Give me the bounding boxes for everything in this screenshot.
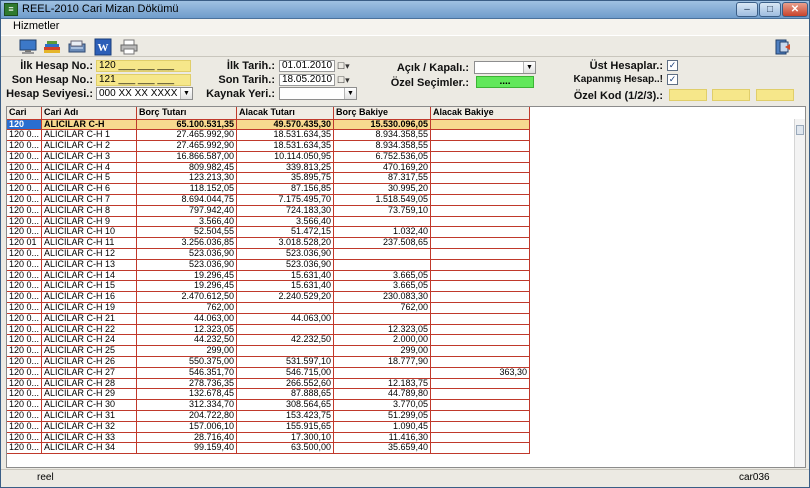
app-icon: ≡: [4, 3, 18, 16]
cell-amount[interactable]: 17.300,10: [237, 432, 334, 443]
cell-amount[interactable]: 2.000,00: [334, 335, 431, 346]
cell-amount[interactable]: [237, 324, 334, 335]
column-header-cari-adi[interactable]: Cari Adı: [42, 107, 137, 119]
cell-amount[interactable]: 3.566,40: [137, 216, 237, 227]
cell-cari[interactable]: 120 0...: [7, 411, 42, 422]
cell-amount[interactable]: 99.159,40: [137, 443, 237, 454]
chevron-down-icon: ▼: [523, 62, 535, 73]
scrollbar-thumb[interactable]: [796, 125, 804, 135]
cell-amount[interactable]: [431, 324, 530, 335]
cell-amount[interactable]: 15.631,40: [237, 281, 334, 292]
cell-cari-adi[interactable]: ALICILAR C-H 30: [42, 400, 137, 411]
cell-amount[interactable]: [334, 259, 431, 270]
ozel-secimler-label: Özel Seçimler.:: [390, 77, 469, 89]
data-grid[interactable]: [6, 106, 806, 468]
cell-amount[interactable]: 18.777,90: [334, 357, 431, 368]
status-bar: [1, 469, 809, 487]
hesap-seviyesi-value: 000 XX XX XXXX: [99, 88, 178, 99]
toolbar: [1, 35, 809, 57]
cell-cari-adi[interactable]: ALICILAR C-H 5: [42, 173, 137, 184]
cell-cari[interactable]: 120 0...: [7, 162, 42, 173]
status-user: reel: [37, 472, 54, 483]
printer-icon[interactable]: [119, 38, 139, 56]
hesap-seviyesi-label: Hesap Seviyesi.:: [6, 88, 93, 100]
cell-amount[interactable]: [431, 216, 530, 227]
cell-amount[interactable]: 51.472,15: [237, 227, 334, 238]
chevron-down-icon: ▼: [180, 88, 192, 99]
table-row[interactable]: [7, 205, 530, 216]
cell-cari-adi[interactable]: ALICILAR C-H 9: [42, 216, 137, 227]
cell-cari[interactable]: 120 0...: [7, 443, 42, 454]
cell-amount[interactable]: 797.942,40: [137, 205, 237, 216]
menu-bar: [1, 19, 809, 35]
cell-amount[interactable]: 49.570.435,30: [237, 119, 334, 130]
close-button[interactable]: ✕: [782, 2, 808, 17]
kapanmis-hesap-checkbox[interactable]: ✓: [668, 74, 677, 84]
cell-amount[interactable]: 87.888,65: [237, 389, 334, 400]
cell-amount[interactable]: 363,30: [431, 367, 530, 378]
cell-amount[interactable]: [431, 346, 530, 357]
cell-cari-adi[interactable]: ALICILAR C-H 3: [42, 151, 137, 162]
chevron-down-icon: ▼: [344, 88, 356, 99]
cell-cari-adi[interactable]: ALICILAR C-H 32: [42, 421, 137, 432]
cell-amount[interactable]: 63.500,00: [237, 443, 334, 454]
table-row[interactable]: [7, 119, 530, 130]
cell-amount[interactable]: 2.240.529,20: [237, 292, 334, 303]
cell-cari-adi[interactable]: ALICILAR C-H 8: [42, 205, 137, 216]
cell-amount[interactable]: 44.063,00: [137, 313, 237, 324]
table-row[interactable]: [7, 400, 530, 411]
cell-amount[interactable]: 299,00: [334, 346, 431, 357]
minimize-button[interactable]: –: [736, 2, 758, 17]
table-row[interactable]: [7, 227, 530, 238]
cell-amount[interactable]: 16.866.587,00: [137, 151, 237, 162]
vertical-scrollbar[interactable]: [794, 119, 805, 467]
cell-amount[interactable]: [431, 227, 530, 238]
cell-cari[interactable]: 120: [7, 119, 42, 130]
window-title: REEL-2010 Cari Mizan Dökümü: [22, 3, 179, 15]
cell-amount[interactable]: 762,00: [334, 303, 431, 314]
son-tarih-label: Son Tarih.:: [218, 74, 275, 86]
mizan-table: [7, 107, 530, 454]
cell-cari[interactable]: 120 0...: [7, 227, 42, 238]
cell-amount[interactable]: 12.323,05: [334, 324, 431, 335]
cell-amount[interactable]: 18.531.634,35: [237, 141, 334, 152]
cell-amount[interactable]: 546.715,00: [237, 367, 334, 378]
cell-cari[interactable]: 120 0...: [7, 216, 42, 227]
column-header-cari[interactable]: Cari: [7, 107, 42, 119]
cell-amount[interactable]: 8.934.358,55: [334, 141, 431, 152]
table-row[interactable]: [7, 281, 530, 292]
cell-amount[interactable]: 523.036,90: [237, 259, 334, 270]
calendar-dropdown-icon[interactable]: ☐▾: [337, 75, 350, 85]
ozel-kod-1-input[interactable]: [669, 89, 707, 101]
cell-cari-adi[interactable]: ALICILAR C-H 12: [42, 249, 137, 260]
cell-amount[interactable]: 8.934.358,55: [334, 130, 431, 141]
cell-amount[interactable]: 546.351,70: [137, 367, 237, 378]
table-row[interactable]: [7, 367, 530, 378]
cell-cari-adi[interactable]: ALICILAR C-H 29: [42, 389, 137, 400]
ilk-hesap-input[interactable]: 120 ___ ___ ___: [96, 60, 191, 72]
cell-cari-adi[interactable]: ALICILAR C-H 26: [42, 357, 137, 368]
cell-amount[interactable]: 237.508,65: [334, 238, 431, 249]
cell-cari-adi[interactable]: ALICILAR C-H 7: [42, 195, 137, 206]
cell-amount[interactable]: 11.416,30: [334, 432, 431, 443]
table-row[interactable]: [7, 324, 530, 335]
calendar-dropdown-icon[interactable]: ☐▾: [337, 61, 350, 71]
cell-amount[interactable]: 87.317,55: [334, 173, 431, 184]
cell-amount[interactable]: 3.665,05: [334, 281, 431, 292]
cell-cari-adi[interactable]: ALICILAR C-H 6: [42, 184, 137, 195]
cell-amount[interactable]: [431, 313, 530, 324]
cell-amount[interactable]: 278.736,35: [137, 378, 237, 389]
hesap-seviyesi-select[interactable]: [96, 87, 193, 100]
cell-amount[interactable]: [431, 205, 530, 216]
cell-amount[interactable]: [431, 130, 530, 141]
table-row[interactable]: [7, 216, 530, 227]
ozel-secimler-button[interactable]: ....: [476, 76, 534, 88]
ilk-tarih-input[interactable]: 01.01.2010: [279, 60, 335, 72]
cell-amount[interactable]: [431, 400, 530, 411]
cell-amount[interactable]: [334, 367, 431, 378]
cell-cari-adi[interactable]: ALICILAR C-H 4: [42, 162, 137, 173]
cell-amount[interactable]: 18.531.634,35: [237, 130, 334, 141]
cell-cari-adi[interactable]: ALICILAR C-H 11: [42, 238, 137, 249]
ust-hesaplar-label: Üst Hesaplar.:: [589, 60, 663, 72]
cell-amount[interactable]: 523.036,90: [137, 249, 237, 260]
cell-amount[interactable]: 65.100.531,35: [137, 119, 237, 130]
column-header-borc-tutari[interactable]: Borç Tutarı: [137, 107, 237, 119]
cell-amount[interactable]: 19.296,45: [137, 270, 237, 281]
filter-panel: [1, 57, 809, 105]
ozel-kod-2-input[interactable]: [712, 89, 750, 101]
table-row[interactable]: [7, 238, 530, 249]
cell-amount[interactable]: [431, 357, 530, 368]
table-row[interactable]: [7, 432, 530, 443]
cell-amount[interactable]: 44.789,80: [334, 389, 431, 400]
cell-amount[interactable]: 118.152,05: [137, 184, 237, 195]
exit-icon[interactable]: [772, 38, 792, 56]
cell-cari-adi[interactable]: ALICILAR C-H 28: [42, 378, 137, 389]
cell-cari-adi[interactable]: ALICILAR C-H 19: [42, 303, 137, 314]
cell-amount[interactable]: [431, 378, 530, 389]
cell-cari-adi[interactable]: ALICILAR C-H 1: [42, 130, 137, 141]
cell-cari-adi[interactable]: ALICILAR C-H 14: [42, 270, 137, 281]
cell-cari[interactable]: 120 0...: [7, 389, 42, 400]
cell-amount[interactable]: 470.169,20: [334, 162, 431, 173]
cell-amount[interactable]: 3.256.036,85: [137, 238, 237, 249]
cell-amount[interactable]: 42.232,50: [237, 335, 334, 346]
svg-text:W: W: [97, 42, 109, 54]
cell-cari[interactable]: 120 0...: [7, 292, 42, 303]
cell-cari[interactable]: 120 0...: [7, 400, 42, 411]
cell-cari[interactable]: 120 0...: [7, 259, 42, 270]
table-row[interactable]: [7, 184, 530, 195]
table-row[interactable]: [7, 270, 530, 281]
monitor-icon[interactable]: [18, 38, 38, 56]
cell-amount[interactable]: 724.183,30: [237, 205, 334, 216]
cell-amount[interactable]: 12.323,05: [137, 324, 237, 335]
cell-amount[interactable]: 1.032,40: [334, 227, 431, 238]
cell-amount[interactable]: 12.183,75: [334, 378, 431, 389]
cell-cari-adi[interactable]: ALICILAR C-H 22: [42, 324, 137, 335]
cell-amount[interactable]: [334, 313, 431, 324]
cell-amount[interactable]: 3.018.528,20: [237, 238, 334, 249]
cell-amount[interactable]: [431, 119, 530, 130]
cell-amount[interactable]: 809.982,45: [137, 162, 237, 173]
cell-amount[interactable]: 15.631,40: [237, 270, 334, 281]
kaynak-yeri-select[interactable]: [279, 87, 357, 100]
table-row[interactable]: [7, 411, 530, 422]
header-row: [7, 107, 530, 119]
cell-cari[interactable]: 120 0...: [7, 173, 42, 184]
cell-cari[interactable]: 120 0...: [7, 324, 42, 335]
son-hesap-label: Son Hesap No.:: [11, 74, 93, 86]
ozel-kod-label: Özel Kod (1/2/3).:: [573, 90, 663, 102]
cell-amount[interactable]: [431, 281, 530, 292]
cell-cari[interactable]: 120 0...: [7, 313, 42, 324]
cell-amount[interactable]: 30.995,20: [334, 184, 431, 195]
cell-amount[interactable]: 10.114.050,95: [237, 151, 334, 162]
cell-cari[interactable]: 120 0...: [7, 335, 42, 346]
cell-amount[interactable]: [237, 346, 334, 357]
cell-cari[interactable]: 120 01: [7, 238, 42, 249]
table-row[interactable]: [7, 389, 530, 400]
column-header-alacak-tutari[interactable]: Alacak Tutarı: [237, 107, 334, 119]
cell-cari[interactable]: 120 0...: [7, 184, 42, 195]
kapanmis-hesap-label: Kapanmış Hesap..!: [573, 74, 663, 85]
ust-hesaplar-checkbox[interactable]: ✓: [668, 60, 677, 70]
cell-cari-adi[interactable]: ALICILAR C-H 21: [42, 313, 137, 324]
table-row[interactable]: [7, 249, 530, 260]
cell-amount[interactable]: 308.564,65: [237, 400, 334, 411]
cell-amount[interactable]: [334, 216, 431, 227]
cell-amount[interactable]: 44.232,50: [137, 335, 237, 346]
cell-amount[interactable]: 339.813,25: [237, 162, 334, 173]
cell-cari-adi[interactable]: ALICILAR C-H 27: [42, 367, 137, 378]
son-hesap-input[interactable]: 121 ___ ___ ___: [96, 74, 191, 86]
cell-amount[interactable]: 27.465.992,90: [137, 141, 237, 152]
cell-amount[interactable]: 523.036,90: [137, 259, 237, 270]
cell-amount[interactable]: [431, 411, 530, 422]
table-row[interactable]: [7, 130, 530, 141]
cell-cari-adi[interactable]: ALICILAR C-H 16: [42, 292, 137, 303]
cell-amount[interactable]: 7.175.495,70: [237, 195, 334, 206]
cell-cari[interactable]: 120 0...: [7, 151, 42, 162]
cell-amount[interactable]: [431, 141, 530, 152]
table-row[interactable]: [7, 335, 530, 346]
column-header-alacak-bakiye[interactable]: Alacak Bakiye: [431, 107, 530, 119]
cell-amount[interactable]: [431, 259, 530, 270]
cell-cari-adi[interactable]: ALICILAR C-H 15: [42, 281, 137, 292]
acik-kapali-label: Açık / Kapalı.:: [396, 62, 469, 74]
cell-amount[interactable]: 6.752.536,05: [334, 151, 431, 162]
cell-cari[interactable]: 120 0...: [7, 346, 42, 357]
cell-cari-adi[interactable]: ALICILAR C-H 24: [42, 335, 137, 346]
cell-amount[interactable]: [431, 389, 530, 400]
cell-amount[interactable]: [431, 270, 530, 281]
cell-cari[interactable]: 120 0...: [7, 205, 42, 216]
son-tarih-input[interactable]: 18.05.2010: [279, 74, 335, 86]
cell-amount[interactable]: [431, 292, 530, 303]
cell-amount[interactable]: [431, 184, 530, 195]
table-row[interactable]: [7, 162, 530, 173]
table-row[interactable]: [7, 292, 530, 303]
cell-amount[interactable]: 73.759,10: [334, 205, 431, 216]
cell-amount[interactable]: 8.694.044,75: [137, 195, 237, 206]
cell-amount[interactable]: 51.299,05: [334, 411, 431, 422]
cell-cari[interactable]: 120 0...: [7, 130, 42, 141]
cell-amount[interactable]: 550.375,00: [137, 357, 237, 368]
cell-cari-adi[interactable]: ALICILAR C-H 2: [42, 141, 137, 152]
cell-amount[interactable]: 2.470.612,50: [137, 292, 237, 303]
table-row[interactable]: [7, 346, 530, 357]
cell-amount[interactable]: 52.504,55: [137, 227, 237, 238]
cell-cari[interactable]: 120 0...: [7, 367, 42, 378]
maximize-button[interactable]: □: [759, 2, 781, 17]
cell-amount[interactable]: 230.083,30: [334, 292, 431, 303]
cell-amount[interactable]: 28.716,40: [137, 432, 237, 443]
cell-amount[interactable]: [237, 303, 334, 314]
cell-amount[interactable]: 123.213,30: [137, 173, 237, 184]
table-row[interactable]: [7, 357, 530, 368]
title-bar[interactable]: [1, 1, 809, 19]
cell-amount[interactable]: 27.465.992,90: [137, 130, 237, 141]
cell-cari[interactable]: 120 0...: [7, 421, 42, 432]
ozel-kod-3-input[interactable]: [756, 89, 794, 101]
cell-amount[interactable]: 3.665,05: [334, 270, 431, 281]
cell-amount[interactable]: 15.530.096,05: [334, 119, 431, 130]
cell-cari-adi[interactable]: ALICILAR C-H 31: [42, 411, 137, 422]
table-row[interactable]: [7, 421, 530, 432]
cell-amount[interactable]: [431, 303, 530, 314]
cell-cari[interactable]: 120 0...: [7, 249, 42, 260]
cell-amount[interactable]: 762,00: [137, 303, 237, 314]
cell-amount[interactable]: 1.090,45: [334, 421, 431, 432]
cell-cari-adi[interactable]: ALICILAR C-H: [42, 119, 137, 130]
cell-cari[interactable]: 120 0...: [7, 357, 42, 368]
cell-cari[interactable]: 120 0...: [7, 195, 42, 206]
cell-amount[interactable]: [431, 443, 530, 454]
cell-amount[interactable]: 299,00: [137, 346, 237, 357]
table-row[interactable]: [7, 195, 530, 206]
acik-kapali-select[interactable]: [474, 61, 536, 74]
status-form-code: car036: [739, 472, 770, 483]
cell-amount[interactable]: 87.156,85: [237, 184, 334, 195]
cell-cari[interactable]: 120 0...: [7, 270, 42, 281]
cell-cari-adi[interactable]: ALICILAR C-H 10: [42, 227, 137, 238]
table-row[interactable]: [7, 303, 530, 314]
table-row[interactable]: [7, 313, 530, 324]
table-row[interactable]: [7, 259, 530, 270]
cell-amount[interactable]: [334, 249, 431, 260]
cell-amount[interactable]: [431, 162, 530, 173]
table-row[interactable]: [7, 173, 530, 184]
table-row[interactable]: [7, 141, 530, 152]
ilk-hesap-label: İlk Hesap No.:: [20, 60, 93, 72]
table-row[interactable]: [7, 151, 530, 162]
cell-amount[interactable]: 531.597,10: [237, 357, 334, 368]
cell-cari-adi[interactable]: ALICILAR C-H 33: [42, 432, 137, 443]
cell-amount[interactable]: [431, 195, 530, 206]
kaynak-yeri-label: Kaynak Yeri.:: [206, 88, 275, 100]
cell-amount[interactable]: 155.915,65: [237, 421, 334, 432]
cell-amount[interactable]: 19.296,45: [137, 281, 237, 292]
cell-cari[interactable]: 120 0...: [7, 281, 42, 292]
scanner-icon[interactable]: [67, 38, 87, 56]
cell-amount[interactable]: 3.566,40: [237, 216, 334, 227]
cell-amount[interactable]: 132.678,45: [137, 389, 237, 400]
word-icon[interactable]: [93, 38, 113, 56]
cell-cari[interactable]: 120 0...: [7, 378, 42, 389]
cell-amount[interactable]: [431, 151, 530, 162]
cell-cari[interactable]: 120 0...: [7, 432, 42, 443]
cell-amount[interactable]: 153.423,75: [237, 411, 334, 422]
column-header-borc-bakiye[interactable]: Borç Bakiye: [334, 107, 431, 119]
menu-hizmetler[interactable]: Hizmetler: [13, 20, 60, 32]
cell-amount[interactable]: 35.659,40: [334, 443, 431, 454]
cell-amount[interactable]: 523.036,90: [237, 249, 334, 260]
cell-amount[interactable]: [431, 421, 530, 432]
table-row[interactable]: [7, 378, 530, 389]
cell-amount[interactable]: 312.334,70: [137, 400, 237, 411]
cell-amount[interactable]: 266.552,60: [237, 378, 334, 389]
cell-cari-adi[interactable]: ALICILAR C-H 34: [42, 443, 137, 454]
cell-amount[interactable]: [431, 173, 530, 184]
cell-amount[interactable]: [431, 335, 530, 346]
cell-cari[interactable]: 120 0...: [7, 303, 42, 314]
cell-cari[interactable]: 120 0...: [7, 141, 42, 152]
ilk-tarih-label: İlk Tarih.:: [226, 60, 275, 72]
table-row[interactable]: [7, 443, 530, 454]
cell-cari-adi[interactable]: ALICILAR C-H 13: [42, 259, 137, 270]
cell-amount[interactable]: 204.722,80: [137, 411, 237, 422]
cell-amount[interactable]: [431, 432, 530, 443]
cell-amount[interactable]: 44.063,00: [237, 313, 334, 324]
cell-amount[interactable]: 35.895,75: [237, 173, 334, 184]
cell-amount[interactable]: 157.006,10: [137, 421, 237, 432]
cell-amount[interactable]: [431, 238, 530, 249]
cell-cari-adi[interactable]: ALICILAR C-H 25: [42, 346, 137, 357]
books-icon[interactable]: [42, 38, 62, 56]
cell-amount[interactable]: 1.518.549,05: [334, 195, 431, 206]
cell-amount[interactable]: [431, 249, 530, 260]
cell-amount[interactable]: 3.770,05: [334, 400, 431, 411]
